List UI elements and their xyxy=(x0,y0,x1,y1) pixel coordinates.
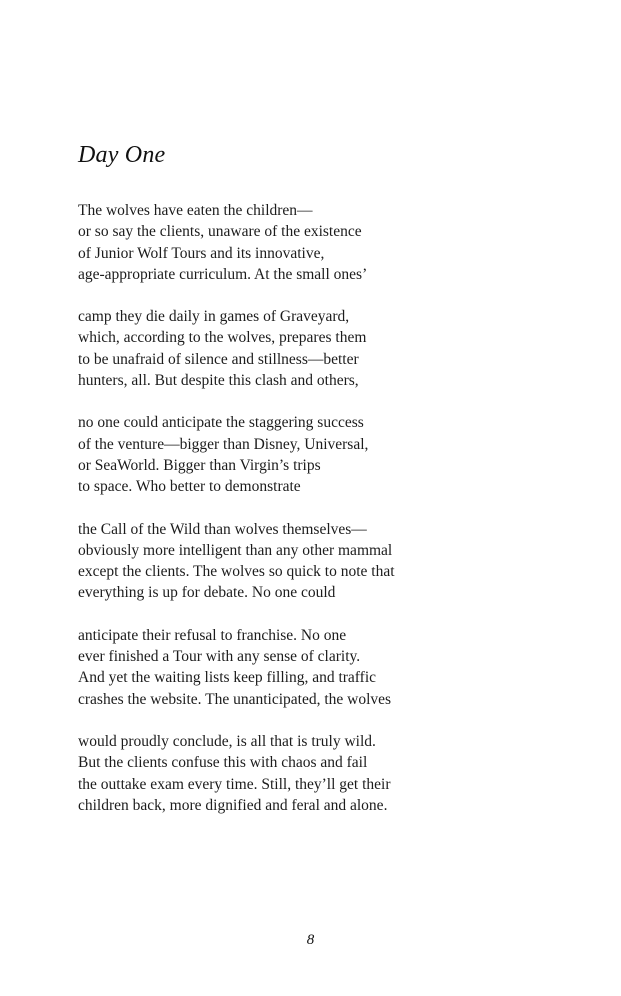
poem-line: camp they die daily in games of Graveyard, xyxy=(78,308,350,326)
stanza-5 xyxy=(78,625,558,710)
poem-line: would proudly conclude, is all that is truly wild. xyxy=(78,732,376,750)
poem-line: everything is up for debate. No one could xyxy=(78,584,336,602)
poem-content xyxy=(78,142,558,837)
page-number: 8 xyxy=(306,932,315,948)
poem-line: ever finished a Tour with any sense of clarity. xyxy=(78,648,361,666)
poem-title: Day One xyxy=(78,142,166,168)
poem-line: age-appropriate curriculum. At the small ones’ xyxy=(78,265,368,283)
poem-line: anticipate their refusal to franchise. No one xyxy=(78,626,347,644)
poem-line: obviously more intelligent than any other mammal xyxy=(78,541,393,559)
stanza-4 xyxy=(78,519,558,604)
poem-line: But the clients confuse this with chaos and fail xyxy=(78,754,368,772)
poem-line: no one could anticipate the staggering success xyxy=(78,414,364,432)
poem-line: of Junior Wolf Tours and its innovative, xyxy=(78,244,325,262)
poem-line: The wolves have eaten the children— xyxy=(78,202,313,219)
stanza-3 xyxy=(78,412,558,497)
poem-line: or so say the clients, unaware of the existence xyxy=(78,223,362,241)
stanza-1 xyxy=(78,200,558,285)
poem-line: to be unafraid of silence and stillness—better xyxy=(78,350,359,368)
poem-line: of the venture—bigger than Disney, Universal, xyxy=(78,435,369,453)
poem-line: the outtake exam every time. Still, they’ll get their xyxy=(78,775,391,793)
poem-line: or SeaWorld. Bigger than Virgin’s trips xyxy=(78,456,321,474)
poem-line: crashes the website. The unanticipated, the wolves xyxy=(78,690,392,708)
poem-line: to space. Who better to demonstrate xyxy=(78,478,301,496)
stanza-6 xyxy=(78,731,558,816)
poem-line: children back, more dignified and feral and alone. xyxy=(78,796,388,814)
poem-line: which, according to the wolves, prepares them xyxy=(78,329,367,347)
stanza-2 xyxy=(78,306,558,391)
poem-line: hunters, all. But despite this clash and others, xyxy=(78,372,359,390)
poem-line: except the clients. The wolves so quick to note that xyxy=(78,563,395,581)
poem-line: And yet the waiting lists keep filling, and traffic xyxy=(78,669,377,687)
poem-line: the Call of the Wild than wolves themselves— xyxy=(78,520,367,538)
